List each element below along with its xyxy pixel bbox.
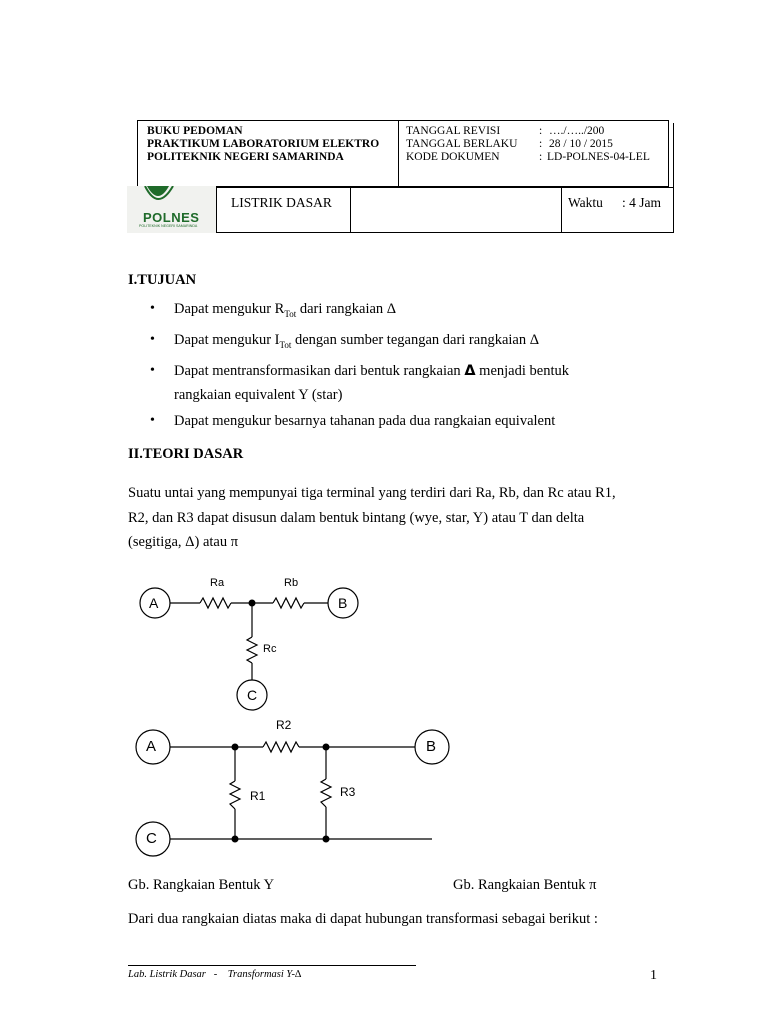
- header-outer-edge: [673, 123, 674, 233]
- paragraph-line: (segitiga, Δ) atau π: [128, 534, 239, 550]
- resistor-label-ra: Ra: [210, 577, 225, 589]
- header-divider-2: [350, 187, 351, 233]
- resistor-label-rb: Rb: [284, 577, 299, 589]
- list-item: [130, 297, 690, 326]
- header-divider-1: [216, 187, 217, 233]
- footer-rule: [128, 965, 416, 966]
- polnes-logo: [127, 186, 216, 233]
- kode-value: LD-POLNES-04-LEL: [547, 151, 650, 163]
- resistor-label-rc: Rc: [263, 643, 277, 655]
- resistor-label-r1: R1: [250, 789, 266, 803]
- list-item: [130, 359, 690, 407]
- resistor-label-r3: R3: [340, 785, 356, 799]
- revisi-sep: :: [539, 125, 543, 137]
- item-text-line2: rangkaian equivalent Y (star): [174, 386, 343, 403]
- header-line-1: BUKU PEDOMAN: [147, 125, 243, 137]
- node-label-c: C: [146, 830, 157, 847]
- footer-text: Lab. Listrik Dasar - Transformasi Y-∆: [128, 969, 302, 980]
- berlaku-value: 28 / 10 / 2015: [549, 138, 613, 150]
- revisi-value: …./…../200: [549, 125, 605, 137]
- kode-label: KODE DOKUMEN: [406, 151, 500, 163]
- node-label-a: A: [149, 595, 159, 611]
- header-row-line-top: [216, 187, 674, 188]
- node-label-c: C: [247, 687, 258, 703]
- logo-text: POLNES: [143, 210, 200, 225]
- berlaku-label: TANGGAL BERLAKU: [406, 138, 518, 150]
- resistor-label-r2: R2: [276, 718, 292, 732]
- item-bold: Δ: [464, 362, 476, 379]
- subject-label: LISTRIK DASAR: [231, 195, 332, 210]
- node-label-b: B: [338, 595, 348, 611]
- header-row-line-bottom: [216, 232, 674, 233]
- header-divider-3: [561, 187, 562, 233]
- caption-pi: Gb. Rangkaian Bentuk π: [453, 877, 597, 893]
- closing-text: Dari dua rangkaian diatas maka di dapat hubungan transformasi sebagai berikut :: [128, 911, 598, 927]
- waktu-value: : 4 Jam: [622, 195, 661, 210]
- list-item: [130, 409, 690, 433]
- item-sub: Tot: [279, 339, 292, 350]
- waktu-label: Waktu: [568, 195, 603, 210]
- kode-sep: :: [539, 151, 543, 163]
- teori-paragraph: [128, 481, 616, 555]
- header-line-3: POLITEKNIK NEGERI SAMARINDA: [147, 151, 344, 163]
- item-sub: Tot: [284, 308, 297, 319]
- paragraph-line: Suatu untai yang mempunyai tiga terminal yang terdiri dari Ra, Rb, dan Rc atau R1,: [128, 485, 616, 501]
- section-tujuan-title: I.TUJUAN: [128, 272, 197, 288]
- item-text: Dapat mengukur besarnya tahanan pada dua rangkaian equivalent: [174, 412, 556, 429]
- node-label-a: A: [146, 738, 157, 755]
- section-teori-title: II.TEORI DASAR: [128, 446, 244, 462]
- list-item: [130, 328, 690, 357]
- tujuan-list: [130, 297, 690, 435]
- node-label-b: B: [426, 738, 437, 755]
- revisi-label: TANGGAL REVISI: [406, 125, 501, 137]
- item-text: Dapat mentransformasikan dari bentuk rangkaian: [174, 362, 465, 379]
- item-text: Dapat mengukur R: [174, 301, 285, 317]
- paragraph-line: R2, dan R3 dapat disusun dalam bentuk bintang (wye, star, Y) atau T dan delta: [128, 509, 585, 526]
- berlaku-sep: :: [539, 138, 543, 150]
- page-number: 1: [650, 968, 657, 983]
- item-text: menjadi bentuk: [475, 362, 569, 379]
- caption-y: Gb. Rangkaian Bentuk Y: [128, 877, 275, 893]
- item-text: dengan sumber tegangan dari rangkaian Δ: [291, 331, 540, 348]
- logo-subtext: POLITEKNIK NEGERI SAMARINDA: [139, 224, 198, 228]
- header-line-2: PRAKTIKUM LABORATORIUM ELEKTRO: [147, 138, 380, 150]
- item-text: Dapat mengukur I: [174, 331, 280, 348]
- item-text: dari rangkaian Δ: [296, 301, 397, 317]
